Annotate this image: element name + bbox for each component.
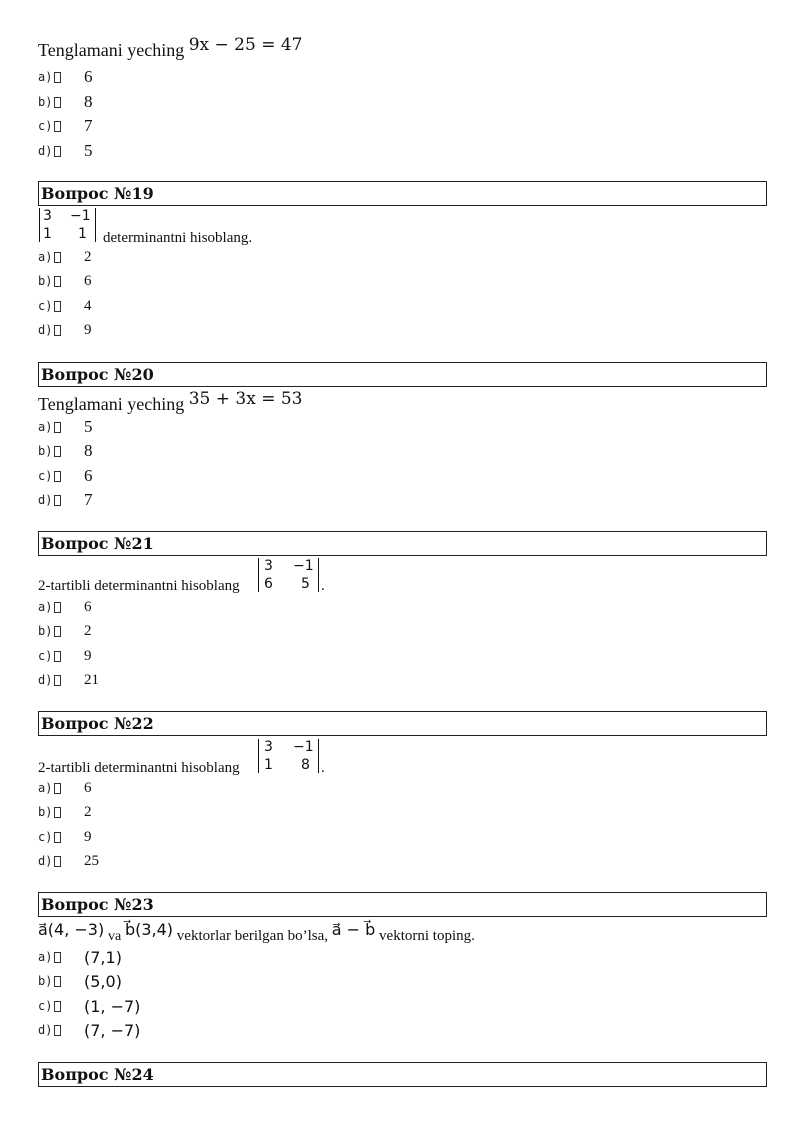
checkbox-icon[interactable] (54, 495, 61, 506)
option-a[interactable]: a) 2 (38, 248, 92, 265)
option-value: 4 (84, 297, 92, 314)
option-a[interactable]: a) (7,1) (38, 947, 122, 967)
option-value: (7,1) (84, 947, 122, 967)
option-value: 5 (84, 417, 93, 436)
option-c[interactable]: c) 9 (38, 828, 92, 845)
option-d[interactable]: d) 9 (38, 321, 92, 338)
checkbox-icon[interactable] (54, 121, 61, 132)
option-value: 9 (84, 321, 92, 338)
question-header: Вопрос №22 (38, 711, 767, 736)
option-d[interactable]: d) 7 (38, 490, 93, 509)
checkbox-icon[interactable] (54, 675, 61, 686)
question-20-text (38, 389, 303, 415)
vector-b: b⃗(3,4) (124, 920, 174, 939)
sentence-end: . (321, 760, 325, 776)
option-d[interactable]: d) (7, −7) (38, 1020, 141, 1040)
option-a[interactable]: a) 6 (38, 67, 93, 86)
option-d[interactable]: d) 21 (38, 671, 99, 688)
option-a[interactable]: a) 6 (38, 598, 92, 615)
determinant: 3 −1 6 5 (257, 558, 321, 592)
option-value: 5 (84, 141, 93, 160)
question-text: Tenglamani yeching (38, 394, 185, 414)
question-text: 2-tartibli determinantni hisoblang (38, 578, 240, 594)
checkbox-icon[interactable] (54, 446, 61, 457)
option-c[interactable]: c) 6 (38, 466, 93, 485)
option-value: 6 (84, 466, 93, 485)
checkbox-icon[interactable] (54, 1025, 61, 1036)
sentence-end: . (321, 578, 325, 594)
option-value: 6 (84, 598, 92, 615)
option-value: (7, −7) (84, 1020, 141, 1040)
option-c[interactable]: c) 9 (38, 647, 92, 664)
option-c[interactable]: c) 7 (38, 116, 93, 135)
option-value: (1, −7) (84, 996, 141, 1016)
determinant: 3 −1 1 8 (257, 739, 321, 773)
option-value: 9 (84, 647, 92, 664)
determinant: 3 −1 1 1 (38, 208, 98, 242)
checkbox-icon[interactable] (54, 97, 61, 108)
option-value: 8 (84, 441, 93, 460)
checkbox-icon[interactable] (54, 626, 61, 637)
checkbox-icon[interactable] (54, 952, 61, 963)
checkbox-icon[interactable] (54, 651, 61, 662)
option-b[interactable]: b) 2 (38, 622, 92, 639)
question-text: Tenglamani yeching (38, 40, 185, 60)
checkbox-icon[interactable] (54, 783, 61, 794)
option-value: 7 (84, 490, 93, 509)
option-value: 8 (84, 92, 93, 111)
checkbox-icon[interactable] (54, 856, 61, 867)
option-d[interactable]: d) 25 (38, 852, 99, 869)
question-header: Вопрос №19 (38, 181, 767, 206)
checkbox-icon[interactable] (54, 471, 61, 482)
question-18-text (38, 35, 303, 61)
option-value: 9 (84, 828, 92, 845)
option-b[interactable]: b) 8 (38, 441, 93, 460)
question-text-end: vektorni toping. (379, 928, 475, 944)
option-value: 6 (84, 272, 92, 289)
checkbox-icon[interactable] (54, 72, 61, 83)
question-23-text (38, 920, 475, 944)
question-text: 2-tartibli determinantni hisoblang (38, 760, 240, 776)
option-a[interactable]: a) 5 (38, 417, 93, 436)
question-header: Вопрос №23 (38, 892, 767, 917)
question-header: Вопрос №24 (38, 1062, 767, 1087)
option-value: 7 (84, 116, 93, 135)
checkbox-icon[interactable] (54, 602, 61, 613)
question-text: vektorlar berilgan bo’lsa, (176, 928, 328, 944)
checkbox-icon[interactable] (54, 976, 61, 987)
option-value: 6 (84, 779, 92, 796)
question-header: Вопрос №20 (38, 362, 767, 387)
option-d[interactable]: d) 5 (38, 141, 93, 160)
checkbox-icon[interactable] (54, 301, 61, 312)
option-c[interactable]: c) (1, −7) (38, 996, 141, 1016)
conjunction: va (107, 929, 122, 944)
vector-expression: a⃗ − b⃗ (331, 920, 376, 939)
option-c[interactable]: c) 4 (38, 297, 92, 314)
option-value: 2 (84, 248, 92, 265)
equation: 9x − 25 = 47 (188, 35, 303, 55)
option-b[interactable]: b) (5,0) (38, 971, 122, 991)
question-text: determinantni hisoblang. (103, 230, 253, 246)
checkbox-icon[interactable] (54, 252, 61, 263)
checkbox-icon[interactable] (54, 325, 61, 336)
option-value: 6 (84, 67, 93, 86)
option-value: 2 (84, 803, 92, 820)
option-a[interactable]: a) 6 (38, 779, 92, 796)
option-b[interactable]: b) 2 (38, 803, 92, 820)
option-b[interactable]: b) 6 (38, 272, 92, 289)
checkbox-icon[interactable] (54, 422, 61, 433)
option-value: 2 (84, 622, 92, 639)
option-value: (5,0) (84, 971, 122, 991)
checkbox-icon[interactable] (54, 276, 61, 287)
checkbox-icon[interactable] (54, 807, 61, 818)
question-header: Вопрос №21 (38, 531, 767, 556)
checkbox-icon[interactable] (54, 832, 61, 843)
option-value: 21 (84, 671, 99, 688)
checkbox-icon[interactable] (54, 146, 61, 157)
option-value: 25 (84, 852, 99, 869)
checkbox-icon[interactable] (54, 1001, 61, 1012)
vector-a: a⃗(4, −3) (38, 920, 105, 939)
option-b[interactable]: b) 8 (38, 92, 93, 111)
equation: 35 + 3x = 53 (188, 389, 303, 409)
